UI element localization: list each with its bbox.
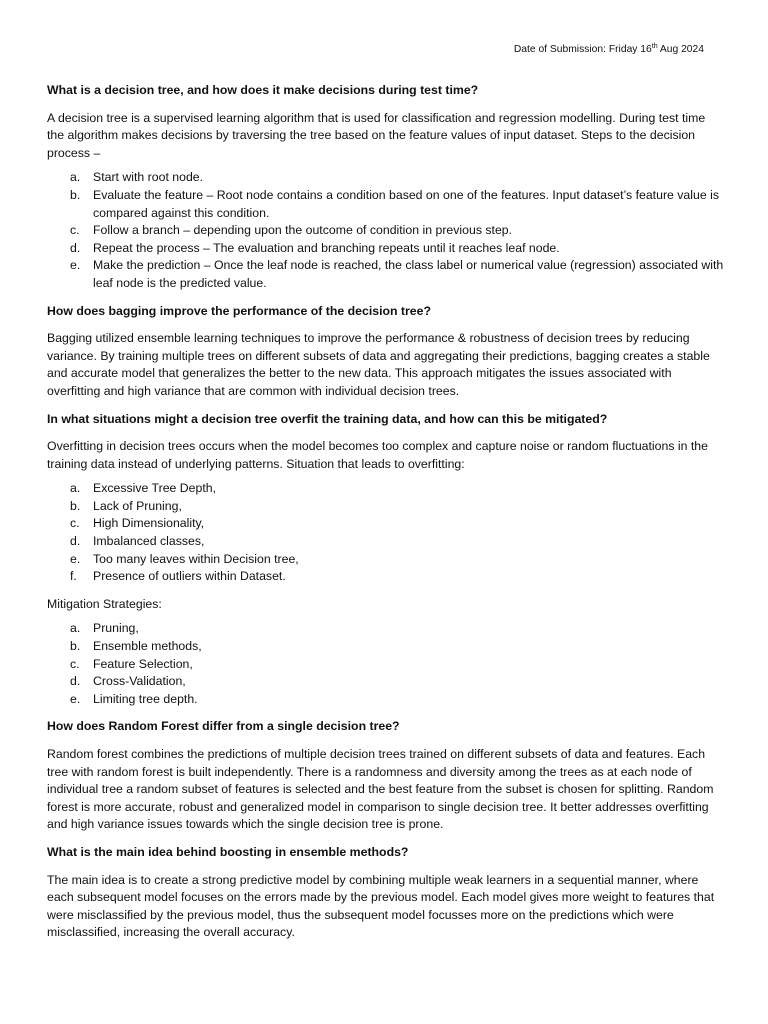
list-item-text: Pruning, <box>93 621 139 636</box>
list-item-text: Feature Selection, <box>93 656 193 671</box>
list-item <box>47 533 725 551</box>
decision-steps-list <box>47 169 725 292</box>
list-marker: a. <box>70 621 81 636</box>
list-item-text: High Dimensionality, <box>93 516 205 531</box>
list-marker: e. <box>70 258 81 273</box>
list-item <box>47 187 725 222</box>
list-marker: b. <box>70 639 81 654</box>
list-marker: f. <box>70 569 77 584</box>
list-marker: e. <box>70 551 81 566</box>
list-marker: b. <box>70 498 81 513</box>
list-item <box>47 257 725 292</box>
list-item <box>47 568 725 586</box>
list-marker: d. <box>70 240 81 255</box>
list-item <box>47 551 725 569</box>
answer-paragraph: A decision tree is a supervised learning algorithm that is used for classification and regression modelling. During test time the algorithm makes decisions by traversing the tree based on the feature values of input dataset. Steps to the decision process – <box>47 110 706 160</box>
date-superscript: th <box>651 43 658 50</box>
answer-paragraph: Bagging utilized ensemble learning techniques to improve the performance & robustness of decision trees by reducing variance. By training multiple trees on different subsets of data and aggregating their predictions, bagging creates a stable and accurate model that generalizes the better to the new data. This approach mitigates the issues associated with overfitting and high variance that are common with individual decision trees. <box>47 331 710 398</box>
date-suffix: Aug 2024 <box>657 44 704 55</box>
list-item <box>47 498 725 516</box>
list-item-text: Evaluate the feature – Root node contains a condition based on one of the features. Input dataset’s feature value is compared against this condition. <box>93 187 719 220</box>
mitigation-strategies-list <box>47 620 725 708</box>
overfitting-causes-list <box>47 480 725 586</box>
list-item <box>47 656 725 674</box>
list-marker: d. <box>70 674 81 689</box>
list-item <box>47 638 725 656</box>
list-item <box>47 673 725 691</box>
list-item <box>47 240 725 258</box>
list-item <box>47 222 725 240</box>
list-item-text: Make the prediction – Once the leaf node is reached, the class label or numerical value (regression) associated with leaf node is the predicted value. <box>93 258 724 290</box>
document-body <box>47 82 725 942</box>
list-marker: e. <box>70 691 81 706</box>
list-item-text: Presence of outliers within Dataset. <box>93 569 286 584</box>
submission-date <box>514 43 704 57</box>
list-item-text: Too many leaves within Decision tree, <box>93 551 299 566</box>
question-heading: In what situations might a decision tree overfit the training data, and how can this be mitigated? <box>47 411 608 426</box>
list-item-text: Repeat the process – The evaluation and branching repeats until it reaches leaf node. <box>93 240 560 255</box>
list-marker: a. <box>70 481 81 496</box>
list-marker: c. <box>70 223 80 238</box>
list-item-text: Lack of Pruning, <box>93 498 182 513</box>
list-item-text: Cross-Validation, <box>93 674 186 689</box>
question-heading: What is the main idea behind boosting in ensemble methods? <box>47 844 409 859</box>
list-item-text: Start with root node. <box>93 170 204 185</box>
list-item-text: Excessive Tree Depth, <box>93 481 217 496</box>
list-marker: b. <box>70 187 81 202</box>
answer-paragraph: The main idea is to create a strong predictive model by combining multiple weak learners in a sequential manner, where each subsequent model focuses on the errors made by the previous model. Each model gives more weight to features that were misclassified by the previous model, thus the subsequent model focusses more on the predictions which were misclassified, increasing the overall accuracy. <box>47 872 715 940</box>
list-item <box>47 515 725 533</box>
list-marker: d. <box>70 534 81 549</box>
list-marker: c. <box>70 516 80 531</box>
date-prefix: Date of Submission: Friday 16 <box>513 44 652 55</box>
list-item-text: Imbalanced classes, <box>93 534 205 549</box>
list-item <box>47 691 725 709</box>
list-item <box>47 620 725 638</box>
mitigation-label: Mitigation Strategies: <box>47 596 162 611</box>
answer-paragraph: Random forest combines the predictions of multiple decision trees trained on different subsets of data and features. Each tree with random forest is built independently. There is a randomness and diversity among the trees as at each node of individual tree a random subset of features is selected and the best feature from the subset is chosen for splitting. Random forest is more accurate, robust and generalized model in comparison to single decision tree. It better addresses overfitting and high variance issues towards which the single decision tree is prone. <box>47 747 714 832</box>
list-marker: c. <box>70 656 80 671</box>
question-heading: What is a decision tree, and how does it make decisions during test time? <box>47 83 479 97</box>
list-marker: a. <box>70 170 81 185</box>
list-item-text: Limiting tree depth. <box>93 691 198 706</box>
question-heading: How does Random Forest differ from a single decision tree? <box>47 719 400 734</box>
list-item <box>47 480 725 498</box>
list-item-text: Ensemble methods, <box>93 639 202 654</box>
question-heading: How does bagging improve the performance of the decision tree? <box>47 303 431 318</box>
list-item <box>47 169 725 187</box>
list-item-text: Follow a branch – depending upon the outcome of condition in previous step. <box>93 223 513 238</box>
answer-paragraph: Overfitting in decision trees occurs when the model becomes too complex and capture noise or random fluctuations in the training data instead of underlying patterns. Situation that leads to overfitting: <box>47 439 708 471</box>
